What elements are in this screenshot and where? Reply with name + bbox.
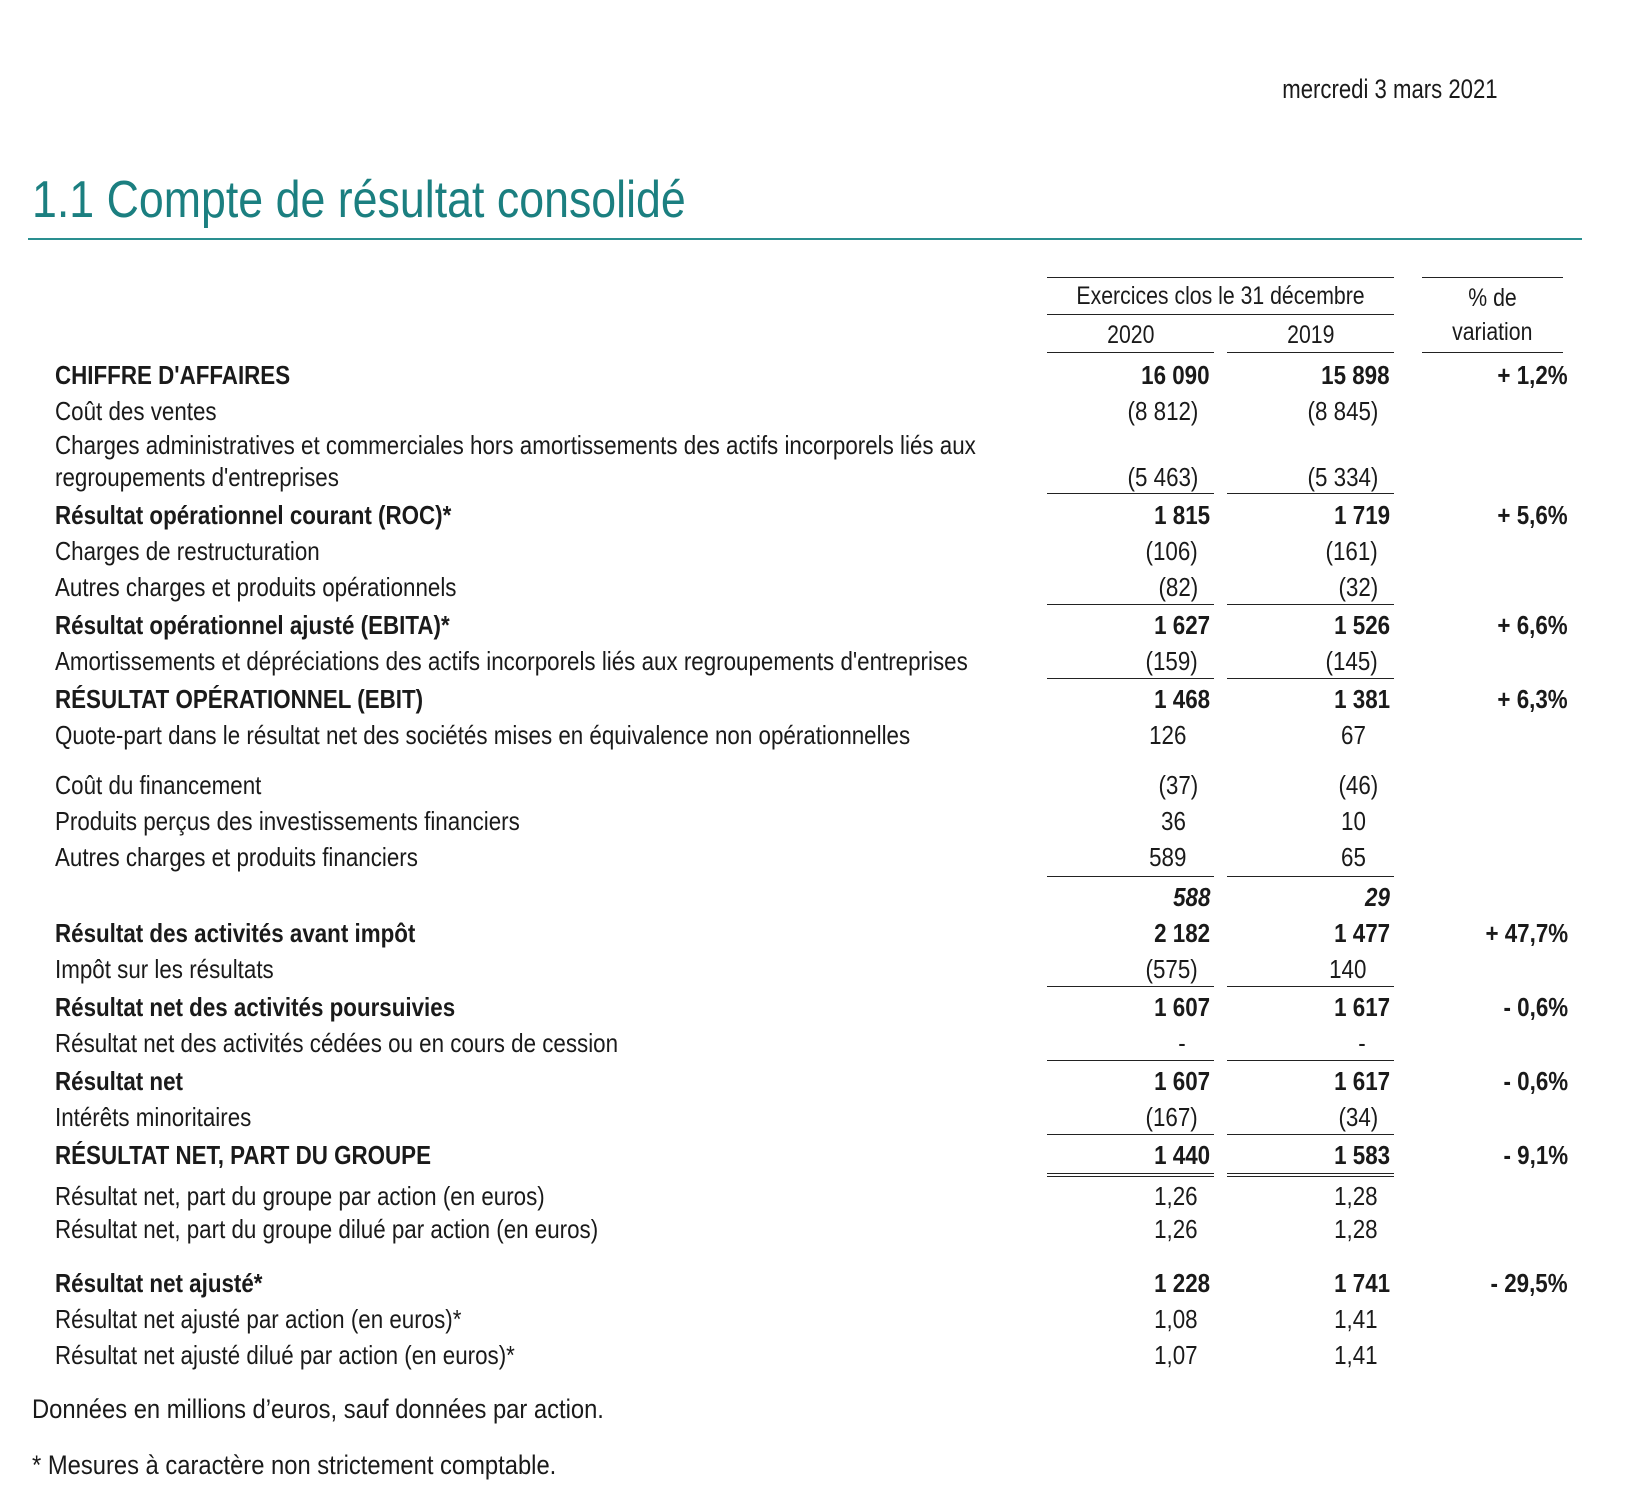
table-row [0, 460, 1638, 496]
row-label: Autres charges et produits opérationnels [55, 572, 457, 602]
value-2020: 1,07 [1154, 1340, 1198, 1370]
row-label: Autres charges et produits financiers [55, 842, 418, 872]
value-2020: (167) [1145, 1102, 1198, 1132]
header-exercices: Exercices clos le 31 décembre [1076, 282, 1365, 310]
row-label: Quote-part dans le résultat net des sociétés mises en équivalence non opérationnelles [55, 720, 911, 750]
value-2019: 1,41 [1334, 1304, 1378, 1334]
subtotal-rule-2020 [1047, 1134, 1214, 1135]
subtotal-rule-2019 [1227, 1134, 1394, 1135]
row-label: Résultat net des activités poursuivies [55, 992, 456, 1022]
row-label: Charges de restructuration [55, 536, 320, 566]
header-2020: 2020 [1106, 321, 1155, 349]
subtotal-rule-2020 [1047, 986, 1214, 987]
variation-value: - 9,1% [1503, 1140, 1568, 1170]
value-2019: 1 617 [1334, 992, 1390, 1022]
variation-value: + 47,7% [1485, 918, 1568, 948]
table-row [0, 1100, 1638, 1136]
value-2019: 1 741 [1334, 1268, 1390, 1298]
value-2019: 10 [1341, 806, 1366, 836]
value-2019: (34) [1338, 1102, 1378, 1132]
value-2020: 1 440 [1154, 1140, 1210, 1170]
table-row [0, 1338, 1638, 1374]
row-label: regroupements d'entreprises [55, 462, 339, 492]
value-2020: - [1178, 1028, 1186, 1058]
total-double-rule-2020 [1047, 1173, 1214, 1177]
value-2020: 126 [1148, 720, 1186, 750]
value-2020: (106) [1145, 536, 1198, 566]
value-2020: (159) [1145, 646, 1198, 676]
row-label: CHIFFRE D'AFFAIRES [55, 360, 291, 390]
value-2019: (161) [1325, 536, 1378, 566]
value-2019: 1 526 [1334, 610, 1390, 640]
table-row [0, 1179, 1638, 1215]
subtotal-rule-2019 [1227, 1060, 1394, 1061]
value-2020: 588 [1172, 882, 1210, 912]
value-2020: 1 815 [1154, 500, 1210, 530]
row-label: Coût du financement [55, 770, 262, 800]
value-2020: 589 [1148, 842, 1186, 872]
table-row [0, 1212, 1638, 1248]
table-row [0, 916, 1638, 952]
value-2019: 1 381 [1334, 684, 1390, 714]
value-2019: 1 617 [1334, 1066, 1390, 1096]
value-2019: 15 898 [1321, 360, 1390, 390]
value-2020: 1,26 [1154, 1214, 1198, 1244]
subtotal-rule-2020 [1047, 678, 1214, 679]
subtotal-rule-2020 [1047, 493, 1214, 494]
value-2020: 1,26 [1154, 1181, 1198, 1211]
subtotal-rule-2020 [1047, 604, 1214, 605]
table-row [0, 1302, 1638, 1338]
value-2019: 65 [1341, 842, 1366, 872]
value-2019: 67 [1341, 720, 1366, 750]
row-label: RÉSULTAT OPÉRATIONNEL (EBIT) [55, 684, 424, 714]
value-2019: 1,41 [1334, 1340, 1378, 1370]
subtotal-rule-2019 [1227, 678, 1394, 679]
header-2019: 2019 [1286, 321, 1335, 349]
value-2019: (8 845) [1307, 396, 1378, 426]
table-row [0, 498, 1638, 534]
total-double-rule-2019 [1227, 1173, 1394, 1177]
value-2019: (32) [1338, 572, 1378, 602]
row-label: Résultat net [55, 1066, 183, 1096]
table-row [0, 358, 1638, 394]
row-label: RÉSULTAT NET, PART DU GROUPE [55, 1140, 431, 1170]
row-label: Résultat opérationnel ajusté (EBITA)* [55, 610, 450, 640]
document-date: mercredi 3 mars 2021 [1282, 74, 1498, 104]
value-2020: 2 182 [1154, 918, 1210, 948]
value-2020: 1 627 [1154, 610, 1210, 640]
value-2020: 1 607 [1154, 992, 1210, 1022]
header-variation-line2: variation [1452, 318, 1533, 346]
value-2020: (82) [1158, 572, 1198, 602]
table-row [0, 718, 1638, 754]
value-2020: (8 812) [1127, 396, 1198, 426]
variation-value: + 6,3% [1497, 684, 1568, 714]
row-label: Résultat net des activités cédées ou en cours de cession [55, 1028, 619, 1058]
subtotal-rule-2019 [1227, 493, 1394, 494]
row-label: Résultat net ajusté* [55, 1268, 263, 1298]
row-label: Résultat net ajusté dilué par action (en euros)* [55, 1340, 515, 1370]
table-row [0, 570, 1638, 606]
value-2019: 1,28 [1334, 1214, 1378, 1244]
row-label: Résultat net, part du groupe dilué par action (en euros) [55, 1214, 599, 1244]
value-2019: 29 [1365, 882, 1390, 912]
table-row [0, 534, 1638, 570]
table-row [0, 1064, 1638, 1100]
value-2020: (37) [1158, 770, 1198, 800]
row-label: Produits perçus des investissements financiers [55, 806, 520, 836]
subtotal-rule-2019 [1227, 876, 1394, 877]
value-2019: 140 [1328, 954, 1366, 984]
row-label: Charges administratives et commerciales hors amortissements des actifs incorporels liés aux [55, 430, 976, 460]
table-row [0, 952, 1638, 988]
table-row [0, 428, 1638, 464]
table-row [0, 608, 1638, 644]
table-row [0, 768, 1638, 804]
table-row [0, 840, 1638, 876]
table-row [0, 990, 1638, 1026]
value-2019: 1,28 [1334, 1181, 1378, 1211]
table-row [0, 644, 1638, 680]
value-2019: 1 583 [1334, 1140, 1390, 1170]
row-label: Coût des ventes [55, 396, 217, 426]
table-row [0, 804, 1638, 840]
variation-value: + 1,2% [1497, 360, 1568, 390]
subtotal-rule-2019 [1227, 986, 1394, 987]
subtotal-rule-2020 [1047, 876, 1214, 877]
value-2019: 1 477 [1334, 918, 1390, 948]
asterisk-note: * Mesures à caractère non strictement comptable. [32, 1450, 557, 1480]
value-2020: 1 468 [1154, 684, 1210, 714]
value-2020: 1 607 [1154, 1066, 1210, 1096]
variation-value: + 6,6% [1497, 610, 1568, 640]
row-label: Impôt sur les résultats [55, 954, 274, 984]
row-label: Résultat net, part du groupe par action (en euros) [55, 1181, 545, 1211]
variation-value: - 29,5% [1490, 1268, 1568, 1298]
table-row [0, 1266, 1638, 1302]
value-2020: 1 228 [1154, 1268, 1210, 1298]
row-label: Intérêts minoritaires [55, 1102, 252, 1132]
variation-value: - 0,6% [1503, 992, 1568, 1022]
value-2019: - [1358, 1028, 1366, 1058]
row-label: Résultat opérationnel courant (ROC)* [55, 500, 452, 530]
row-label: Résultat net ajusté par action (en euros)* [55, 1304, 462, 1334]
table-row [0, 880, 1638, 916]
value-2019: 1 719 [1334, 500, 1390, 530]
value-2019: (46) [1338, 770, 1378, 800]
value-2020: (5 463) [1127, 462, 1198, 492]
value-2020: 16 090 [1141, 360, 1210, 390]
variation-value: - 0,6% [1503, 1066, 1568, 1096]
subtotal-rule-2019 [1227, 604, 1394, 605]
row-label: Amortissements et dépréciations des actifs incorporels liés aux regroupements d'entreprises [55, 646, 968, 676]
table-row [0, 1138, 1638, 1174]
units-note: Données en millions d’euros, sauf données par action. [32, 1394, 604, 1424]
subtotal-rule-2020 [1047, 1060, 1214, 1061]
variation-value: + 5,6% [1497, 500, 1568, 530]
value-2019: (5 334) [1307, 462, 1378, 492]
table-row [0, 682, 1638, 718]
value-2020: 1,08 [1154, 1304, 1198, 1334]
value-2019: (145) [1325, 646, 1378, 676]
value-2020: (575) [1145, 954, 1198, 984]
table-row [0, 1026, 1638, 1062]
value-2020: 36 [1161, 806, 1186, 836]
row-label: Résultat des activités avant impôt [55, 918, 416, 948]
section-title: 1.1 Compte de résultat consolidé [32, 171, 686, 229]
header-variation-line1: % de [1468, 284, 1517, 312]
table-row [0, 394, 1638, 430]
